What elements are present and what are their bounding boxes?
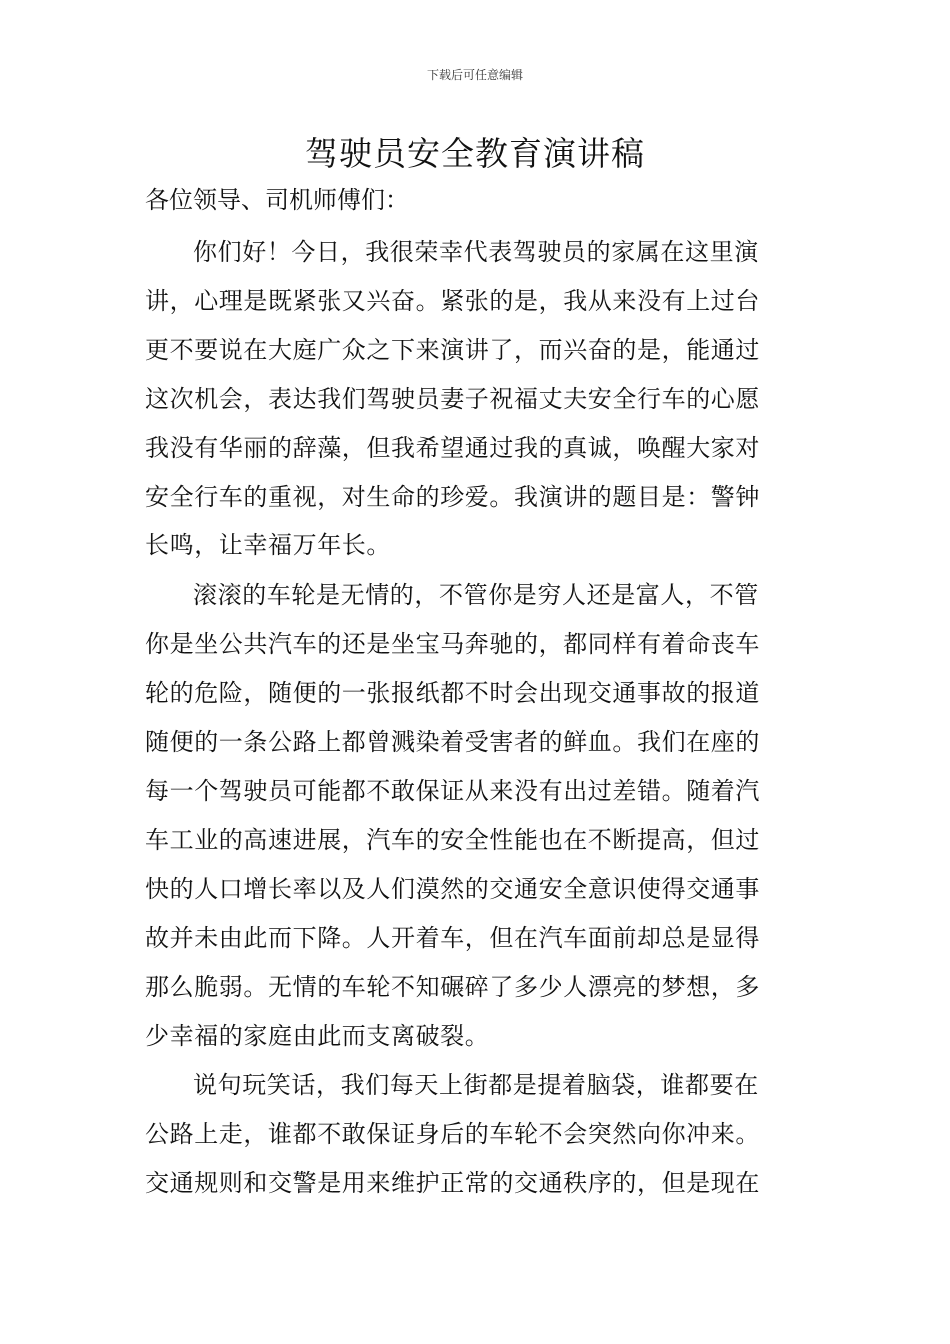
text-line: 轮的危险，随便的一张报纸都不时会出现交通事故的报道	[145, 679, 760, 708]
text-line: 故并未由此而下降。人开着车，但在汽车面前却总是显得	[145, 923, 760, 952]
text-line: 随便的一条公路上都曾溅染着受害者的鲜血。我们在座的	[145, 728, 760, 757]
text-line: 你们好！今日，我很荣幸代表驾驶员的家属在这里演	[193, 238, 759, 266]
text-line: 车工业的高速进展，汽车的安全性能也在不断提高，但过	[145, 825, 760, 854]
text-line: 这次机会，表达我们驾驶员妻子祝福丈夫安全行车的心愿	[145, 384, 760, 413]
text-line: 我没有华丽的辞藻，但我希望通过我的真诚，唤醒大家对	[145, 433, 760, 462]
text-line: 快的人口增长率以及人们漠然的交通安全意识使得交通事	[145, 874, 760, 903]
text-line: 少幸福的家庭由此而支离破裂。	[145, 1021, 490, 1050]
page-title: 驾驶员安全教育演讲稿	[305, 134, 645, 173]
text-line: 那么脆弱。无情的车轮不知碾碎了多少人漂亮的梦想，多	[145, 972, 760, 1001]
body-text	[145, 228, 810, 1209]
text-line: 公路上走，谁都不敢保证身后的车轮不会突然向你冲来。	[145, 1120, 760, 1149]
text-line: 更不要说在大庭广众之下来演讲了，而兴奋的是，能通过	[145, 335, 760, 364]
text-line: 长鸣，让幸福万年长。	[145, 531, 391, 560]
text-line: 说句玩笑话，我们每天上街都是提着脑袋，谁都要在	[193, 1071, 759, 1100]
paragraph-2	[145, 571, 810, 1060]
text-line: 每一个驾驶员可能都不敢保证从来没有出过差错。随着汽	[145, 776, 760, 805]
paragraph-1	[145, 228, 810, 570]
text-line: 交通规则和交警是用来维护正常的交通秩序的，但是现在	[145, 1169, 760, 1198]
paragraph-3	[145, 1061, 810, 1208]
text-line: 安全行车的重视，对生命的珍爱。我演讲的题目是：警钟	[145, 482, 760, 511]
text-line: 讲，心理是既紧张又兴奋。紧张的是，我从来没有上过台	[145, 286, 760, 315]
header-note: 下载后可任意编辑	[426, 68, 523, 82]
text-line: 你是坐公共汽车的还是坐宝马奔驰的，都同样有着命丧车	[145, 630, 760, 659]
salutation: 各位领导、司机师傅们：	[145, 186, 409, 214]
text-line: 滚滚的车轮是无情的，不管你是穷人还是富人，不管	[193, 581, 759, 610]
